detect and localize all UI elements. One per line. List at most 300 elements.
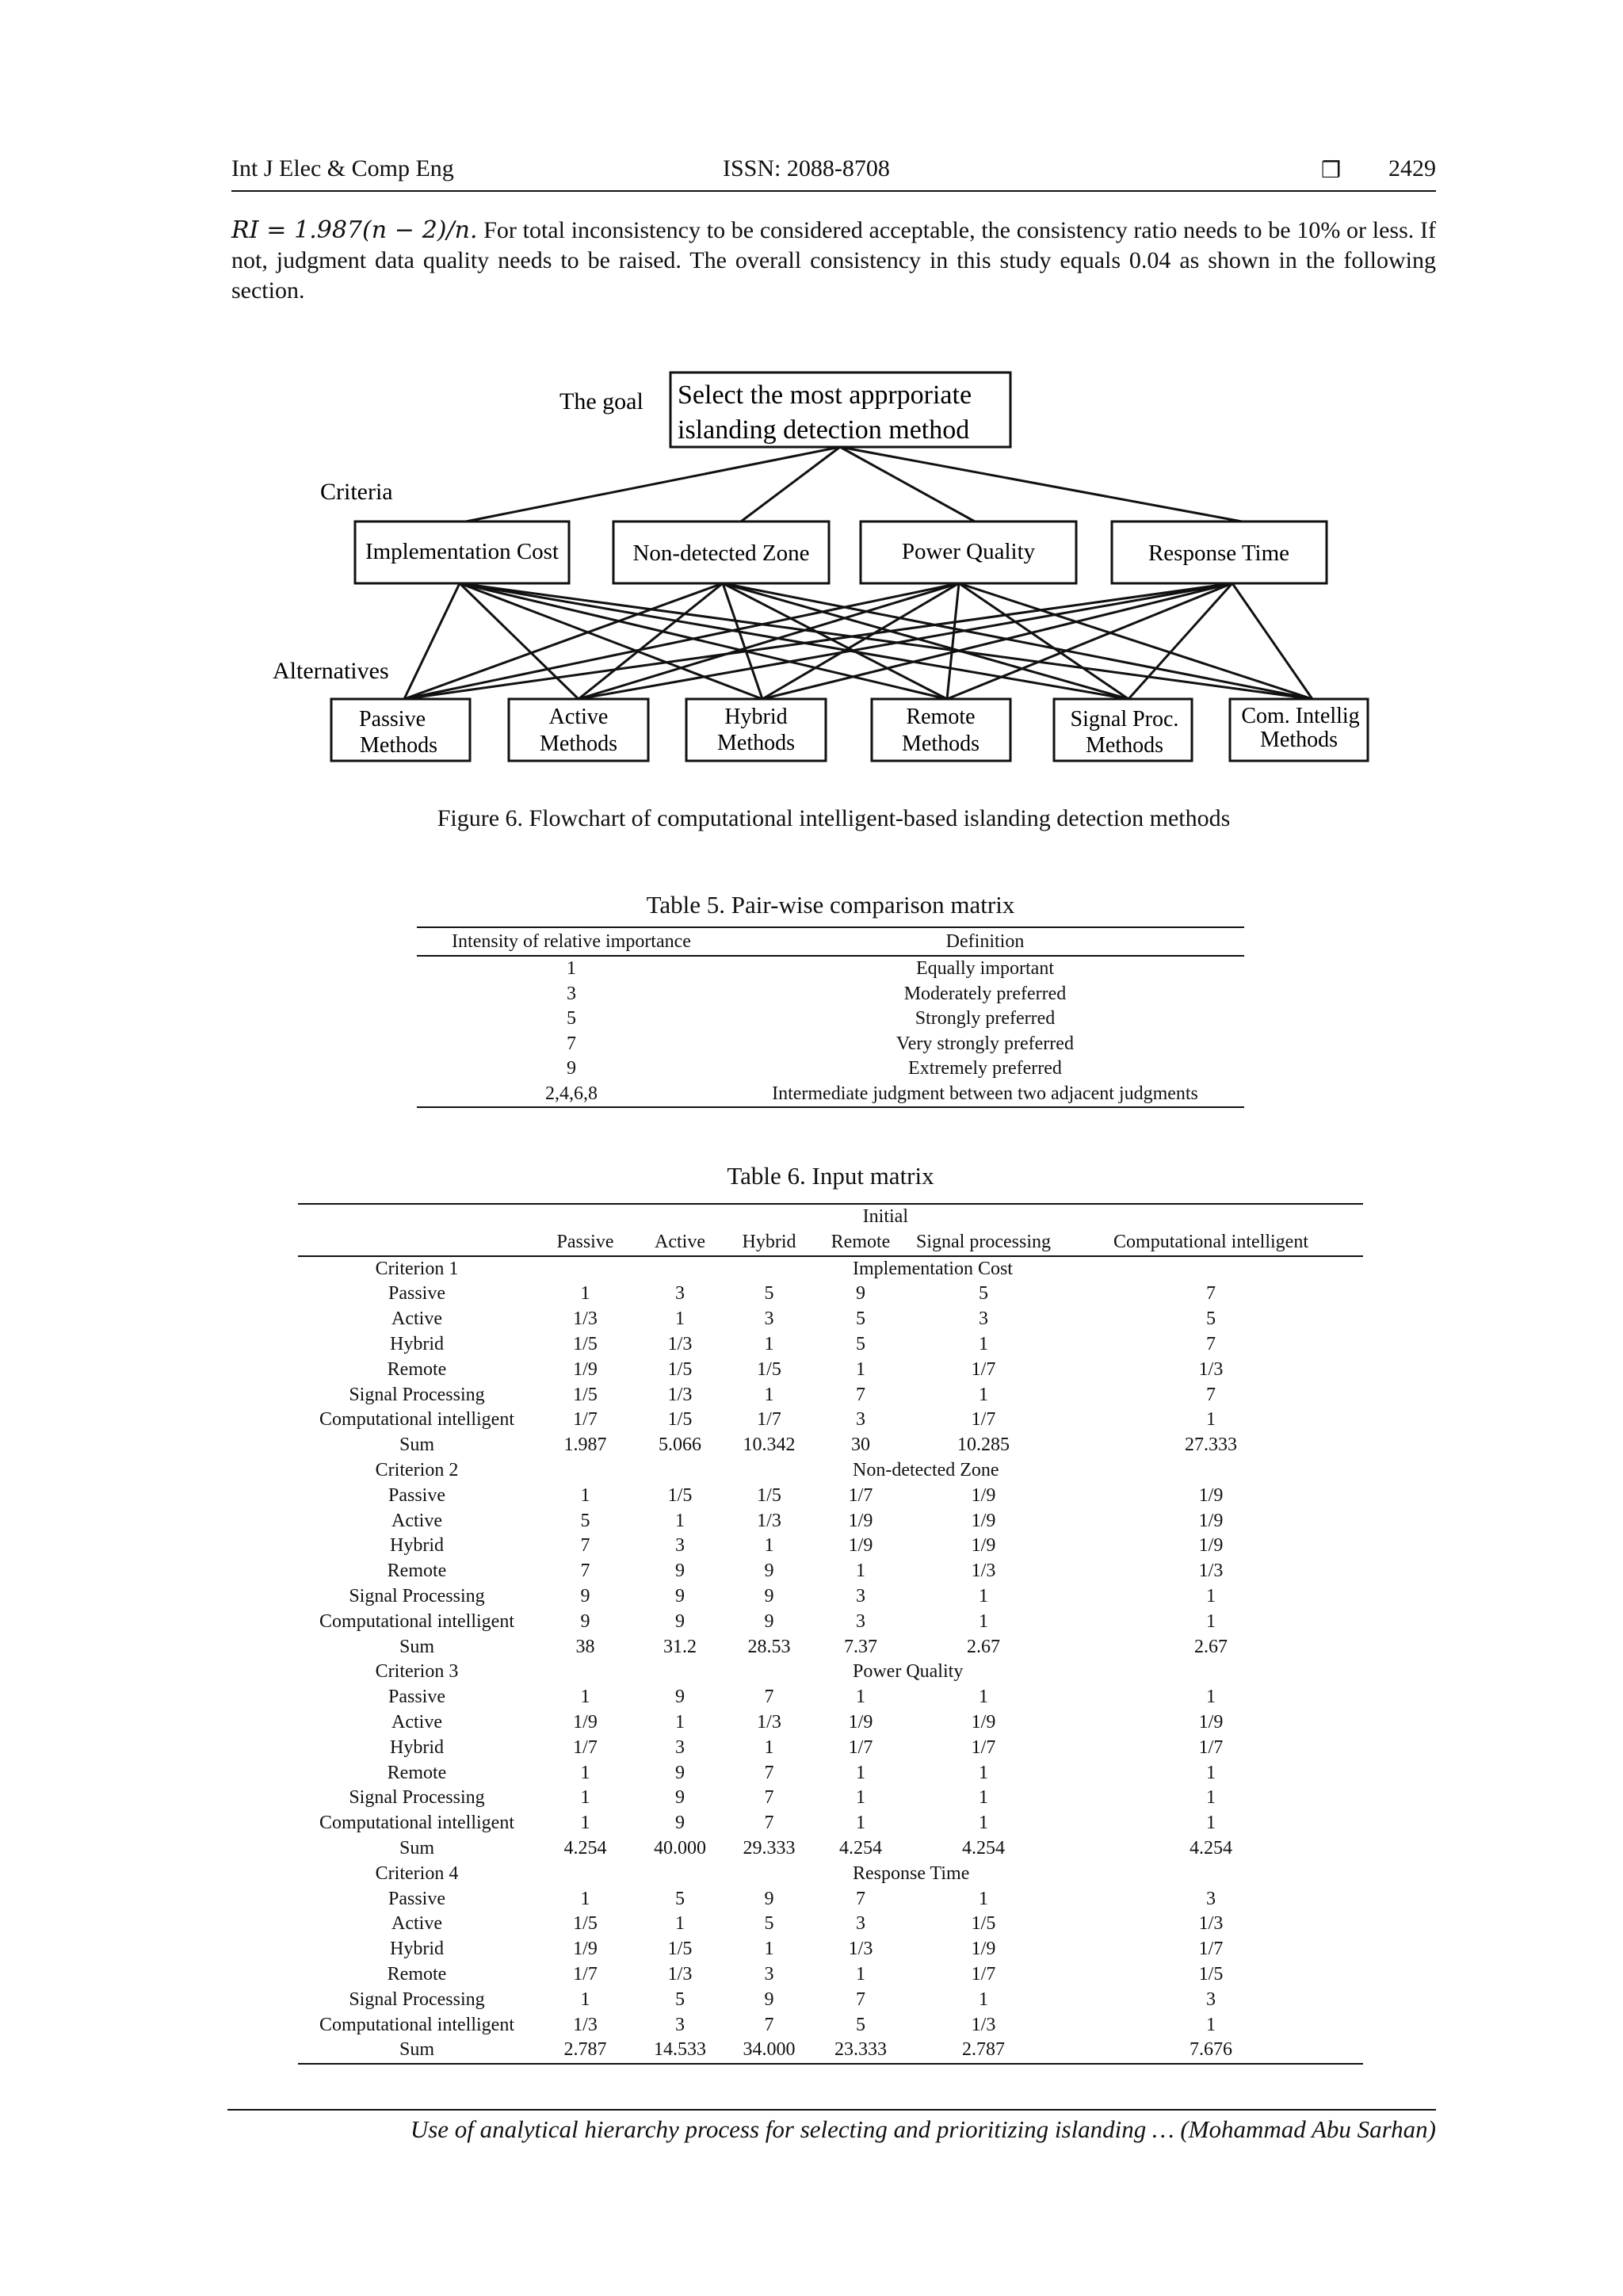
journal-name: Int J Elec & Comp Eng <box>231 155 454 181</box>
value-cell: 1 <box>979 1787 988 1809</box>
value-cell: 1 <box>675 1913 685 1935</box>
value-cell: 1/3 <box>573 2014 598 2035</box>
value-cell: 1/5 <box>971 1913 996 1935</box>
value-cell: 40.000 <box>654 1837 706 1859</box>
page-header <box>231 155 1436 192</box>
value-cell: 5 <box>856 2014 865 2035</box>
value-cell: 1/9 <box>971 1510 996 1531</box>
value-cell: 7 <box>856 1384 865 1405</box>
figure-caption: Figure 6. Flowchart of computational intelligent-based islanding detection methods <box>437 805 1231 831</box>
alt-label-hybrid-2: Methods <box>717 731 795 755</box>
value-cell: 1 <box>979 1333 988 1354</box>
value-cell: 1 <box>764 1333 774 1354</box>
value-cell: 1/9 <box>1198 1535 1224 1557</box>
value-cell: 1 <box>979 1687 988 1708</box>
value-cell: 7.37 <box>844 1636 877 1657</box>
value-cell: 1/9 <box>971 1484 996 1506</box>
value-cell: 4.254 <box>1190 1837 1232 1859</box>
value-cell: 3 <box>856 1913 865 1935</box>
table6-group-header: Initial <box>862 1206 908 1227</box>
value-cell: 1 <box>979 1384 988 1405</box>
definition-cell: Equally important <box>916 958 1054 979</box>
criterion-header-row <box>298 1458 1363 1484</box>
value-cell: 1 <box>979 1813 988 1834</box>
table-row <box>298 1610 1363 1635</box>
row-label: Signal Processing <box>349 1988 485 2010</box>
value-cell: 1 <box>856 1358 865 1380</box>
intensity-cell: 5 <box>567 1008 576 1029</box>
row-label: Signal Processing <box>349 1585 485 1606</box>
value-cell: 1/3 <box>667 1963 693 1985</box>
value-cell: 1/7 <box>848 1484 873 1506</box>
value-cell: 1.987 <box>563 1435 607 1456</box>
value-cell: 1/3 <box>757 1510 781 1531</box>
value-cell: 1 <box>675 1510 685 1531</box>
value-cell: 3 <box>764 1963 774 1985</box>
sum-row <box>298 2038 1363 2064</box>
value-cell: 9 <box>675 1610 685 1632</box>
table-row <box>298 1811 1363 1836</box>
value-cell: 4.254 <box>839 1837 882 1859</box>
value-cell: 1 <box>979 1888 988 1909</box>
goal-label: The goal <box>559 388 643 415</box>
value-cell: 4.254 <box>962 1837 1005 1859</box>
row-label: Computational intelligent <box>319 2014 514 2035</box>
table-row <box>298 1988 1363 2013</box>
value-cell: 1/5 <box>667 1358 693 1380</box>
value-cell: 1/9 <box>1198 1510 1224 1531</box>
goal-text-line1: Select the most apprporiate <box>678 380 972 410</box>
criterion-label-response-time: Response Time <box>1148 541 1290 566</box>
value-cell: 1/3 <box>667 1384 693 1405</box>
value-cell: 7 <box>764 1813 774 1834</box>
criterion-header-row <box>298 1862 1363 1887</box>
value-cell: 29.333 <box>743 1837 796 1859</box>
value-cell: 1/7 <box>971 1736 996 1758</box>
value-cell: 3 <box>675 1736 685 1758</box>
table-row <box>417 1056 1244 1082</box>
value-cell: 1 <box>580 1888 590 1909</box>
value-cell: 1 <box>580 1988 590 2010</box>
criterion-name: Response Time <box>853 1862 970 1884</box>
value-cell: 5 <box>580 1510 590 1531</box>
table-row <box>298 1786 1363 1811</box>
table6-column-header: Hybrid <box>725 1230 813 1256</box>
value-cell: 3 <box>764 1308 774 1330</box>
criterion-label-power-quality: Power Quality <box>901 539 1036 564</box>
table-row <box>298 1887 1363 1912</box>
value-cell: 3 <box>856 1585 865 1606</box>
row-label: Remote <box>387 1963 447 1985</box>
table-row <box>417 982 1244 1007</box>
value-cell: 1/9 <box>848 1510 873 1531</box>
value-cell: 1 <box>979 1988 988 2010</box>
value-cell: 1/7 <box>848 1736 873 1758</box>
row-label: Active <box>391 1913 442 1935</box>
value-cell: 7 <box>764 2014 774 2035</box>
value-cell: 1 <box>1206 1787 1216 1809</box>
value-cell: 5 <box>856 1333 865 1354</box>
value-cell: 1 <box>764 1939 774 1960</box>
value-cell: 1 <box>1206 1409 1216 1431</box>
value-cell: 9 <box>675 1687 685 1708</box>
alt-label-passive-1: Passive <box>359 707 426 732</box>
criterion-label-non-detected-zone: Non-detected Zone <box>632 541 810 566</box>
alt-label-remote-1: Remote <box>906 705 976 729</box>
value-cell: 7 <box>580 1561 590 1582</box>
definition-cell: Intermediate judgment between two adjacent judgments <box>772 1083 1198 1104</box>
criterion-label: Criterion 1 <box>375 1258 459 1279</box>
value-cell: 7 <box>1206 1333 1216 1354</box>
ri-formula: RI = 1.987(n − 2)/n. <box>231 216 478 244</box>
sum-row <box>298 1836 1363 1862</box>
sum-row <box>298 1635 1363 1660</box>
value-cell: 9 <box>856 1283 865 1305</box>
value-cell: 1/9 <box>848 1535 873 1557</box>
value-cell: 5 <box>675 1988 685 2010</box>
value-cell: 3 <box>856 1409 865 1431</box>
value-cell: 1/9 <box>573 1711 598 1733</box>
connector-line <box>840 447 1242 521</box>
value-cell: 31.2 <box>663 1636 697 1657</box>
value-cell: 1/3 <box>667 1333 693 1354</box>
value-cell: 1/9 <box>971 1711 996 1733</box>
value-cell: 1/9 <box>971 1939 996 1960</box>
table6-title: Table 6. Input matrix <box>727 1162 934 1190</box>
value-cell: 1/3 <box>1198 1561 1224 1582</box>
value-cell: 1/5 <box>573 1913 598 1935</box>
row-label: Hybrid <box>390 1535 444 1557</box>
connector-line <box>1232 583 1312 699</box>
intro-text: For total inconsistency to be considered acceptable, the consistency ratio needs to be 10% or less. If not, judgment data quality needs to be raised. The overall consistency in this study equals 0.04 as shown in the following section. <box>231 217 1436 304</box>
connector-line <box>723 583 1128 699</box>
row-label: Passive <box>388 1283 445 1305</box>
value-cell: 1 <box>1206 1762 1216 1783</box>
table5-title: Table 5. Pair-wise comparison matrix <box>646 891 1015 919</box>
value-cell: 10.342 <box>743 1435 796 1456</box>
alt-label-signal-proc-2: Methods <box>1086 733 1163 758</box>
value-cell: 1/9 <box>971 1535 996 1557</box>
value-cell: 9 <box>675 1762 685 1783</box>
table-row <box>298 1534 1363 1559</box>
sum-row <box>298 1433 1363 1458</box>
value-cell: 9 <box>764 1585 774 1606</box>
criterion-name: Implementation Cost <box>853 1258 1013 1279</box>
value-cell: 9 <box>764 1988 774 2010</box>
value-cell: 1/9 <box>1198 1711 1224 1733</box>
ahp-hierarchy-diagram <box>0 349 1623 793</box>
alt-label-signal-proc-1: Signal Proc. <box>1070 707 1179 732</box>
value-cell: 1/7 <box>971 1963 996 1985</box>
alt-label-com-intellig-1: Com. Intellig <box>1241 704 1360 728</box>
value-cell: 1 <box>580 1813 590 1834</box>
value-cell: 1/3 <box>971 2014 996 2035</box>
value-cell: 1 <box>856 1963 865 1985</box>
table-row <box>298 1484 1363 1509</box>
value-cell: 2.787 <box>962 2039 1005 2061</box>
value-cell: 3 <box>675 2014 685 2035</box>
value-cell: 2.787 <box>563 2039 607 2061</box>
row-label: Computational intelligent <box>319 1610 514 1632</box>
alt-label-hybrid-1: Hybrid <box>724 705 788 729</box>
value-cell: 5 <box>856 1308 865 1330</box>
criterion-header-row <box>298 1256 1363 1282</box>
value-cell: 27.333 <box>1185 1435 1237 1456</box>
value-cell: 1 <box>856 1762 865 1783</box>
value-cell: 1/7 <box>1198 1939 1224 1960</box>
value-cell: 38 <box>575 1636 595 1657</box>
value-cell: 1 <box>580 1687 590 1708</box>
value-cell: 9 <box>675 1787 685 1809</box>
table-row <box>298 1685 1363 1710</box>
definition-cell: Very strongly preferred <box>896 1033 1074 1054</box>
value-cell: 9 <box>675 1561 685 1582</box>
intensity-cell: 2,4,6,8 <box>545 1083 598 1104</box>
value-cell: 2.67 <box>967 1636 1000 1657</box>
connector-line <box>840 447 975 521</box>
row-label: Computational intelligent <box>319 1813 514 1834</box>
row-label: Sum <box>399 1435 434 1456</box>
connector-line <box>460 583 1312 699</box>
table-row <box>298 1332 1363 1358</box>
value-cell: 1/7 <box>1198 1736 1224 1758</box>
value-cell: 9 <box>675 1813 685 1834</box>
box-icon: ❒ <box>1321 157 1342 183</box>
value-cell: 1 <box>580 1484 590 1506</box>
value-cell: 1/3 <box>757 1711 781 1733</box>
value-cell: 1/7 <box>573 1963 598 1985</box>
value-cell: 1/9 <box>573 1939 598 1960</box>
table5-header-definition: Definition <box>726 927 1244 956</box>
page-number: 2429 <box>1388 155 1436 181</box>
criterion-name: Non-detected Zone <box>853 1459 999 1480</box>
value-cell: 28.53 <box>747 1636 791 1657</box>
alt-label-passive-2: Methods <box>360 733 437 758</box>
value-cell: 1/5 <box>757 1484 781 1506</box>
value-cell: 30 <box>851 1435 870 1456</box>
table-row <box>417 1032 1244 1057</box>
criteria-boxes <box>355 521 1327 583</box>
value-cell: 1 <box>856 1787 865 1809</box>
value-cell: 1 <box>979 1585 988 1606</box>
alt-label-active-1: Active <box>548 705 609 729</box>
table-row <box>298 1584 1363 1610</box>
value-cell: 1 <box>1206 1687 1216 1708</box>
alternative-boxes <box>331 699 1368 761</box>
value-cell: 10.285 <box>957 1435 1010 1456</box>
value-cell: 1 <box>1206 1585 1216 1606</box>
table6-column-header: Remote <box>813 1230 908 1256</box>
definition-cell: Extremely preferred <box>908 1058 1062 1079</box>
value-cell: 9 <box>675 1585 685 1606</box>
value-cell: 7 <box>580 1535 590 1557</box>
value-cell: 7 <box>764 1787 774 1809</box>
value-cell: 5.066 <box>659 1435 701 1456</box>
row-label: Active <box>391 1510 442 1531</box>
row-label: Sum <box>399 2039 434 2061</box>
row-label: Passive <box>388 1484 445 1506</box>
value-cell: 1/9 <box>573 1358 598 1380</box>
value-cell: 1 <box>856 1687 865 1708</box>
row-label: Passive <box>388 1888 445 1909</box>
table5-header-row <box>417 927 1244 956</box>
connector-line <box>741 447 840 521</box>
goal-text-line2: islanding detection method <box>678 415 970 445</box>
value-cell: 23.333 <box>834 2039 887 2061</box>
value-cell: 1 <box>580 1762 590 1783</box>
table-row <box>298 1710 1363 1736</box>
alt-label-remote-2: Methods <box>902 732 980 756</box>
intro-paragraph <box>231 216 1436 306</box>
value-cell: 1/5 <box>573 1333 598 1354</box>
table-row <box>298 1912 1363 1937</box>
table6-column-header: Signal processing <box>908 1230 1059 1256</box>
row-label: Remote <box>387 1762 447 1783</box>
row-label: Active <box>391 1711 442 1733</box>
value-cell: 1/7 <box>757 1409 781 1431</box>
connector-line <box>947 583 959 699</box>
value-cell: 7 <box>1206 1283 1216 1305</box>
value-cell: 1/5 <box>757 1358 781 1380</box>
row-label: Signal Processing <box>349 1787 485 1809</box>
row-label: Sum <box>399 1636 434 1657</box>
table-row <box>298 1962 1363 1988</box>
value-cell: 1 <box>675 1308 685 1330</box>
intensity-cell: 9 <box>567 1058 576 1079</box>
table-row <box>298 1761 1363 1786</box>
row-label: Remote <box>387 1358 447 1380</box>
value-cell: 1/5 <box>1198 1963 1224 1985</box>
value-cell: 1/9 <box>1198 1484 1224 1506</box>
definition-cell: Moderately preferred <box>903 983 1067 1004</box>
value-cell: 9 <box>764 1610 774 1632</box>
criteria-label: Criteria <box>320 479 393 505</box>
criterion-label: Criterion 4 <box>375 1862 459 1884</box>
table-row <box>298 1358 1363 1383</box>
issn: ISSN: 2088-8708 <box>723 155 890 181</box>
table6-group-header-row <box>298 1204 1363 1230</box>
value-cell: 1 <box>764 1384 774 1405</box>
value-cell: 3 <box>979 1308 988 1330</box>
value-cell: 3 <box>1206 1988 1216 2010</box>
page-footer: Use of analytical hierarchy process for selecting and prioritizing islanding … (Mohammad Abu Sarhan) <box>227 2109 1436 2144</box>
value-cell: 7 <box>764 1687 774 1708</box>
value-cell: 1/3 <box>848 1939 873 1960</box>
table-row <box>298 1282 1363 1307</box>
alt-label-active-2: Methods <box>540 732 617 756</box>
value-cell: 7.676 <box>1190 2039 1232 2061</box>
value-cell: 1 <box>764 1736 774 1758</box>
table-row <box>298 2013 1363 2038</box>
table-row <box>417 956 1244 982</box>
table6-column-header-row <box>298 1230 1363 1256</box>
value-cell: 1 <box>979 1610 988 1632</box>
value-cell: 1/7 <box>573 1409 598 1431</box>
value-cell: 9 <box>764 1888 774 1909</box>
value-cell: 1/7 <box>971 1409 996 1431</box>
value-cell: 3 <box>856 1610 865 1632</box>
row-label: Passive <box>388 1687 445 1708</box>
value-cell: 9 <box>580 1585 590 1606</box>
value-cell: 1/3 <box>1198 1913 1224 1935</box>
value-cell: 4.254 <box>563 1837 607 1859</box>
value-cell: 1 <box>580 1283 590 1305</box>
value-cell: 1/3 <box>573 1308 598 1330</box>
value-cell: 2.67 <box>1194 1636 1228 1657</box>
value-cell: 1/5 <box>667 1939 693 1960</box>
value-cell: 7 <box>856 1888 865 1909</box>
table-row <box>298 1736 1363 1761</box>
table-row <box>298 1383 1363 1408</box>
value-cell: 1/7 <box>971 1358 996 1380</box>
table5-pairwise-matrix <box>417 926 1244 1108</box>
table6-input-matrix <box>298 1203 1363 2065</box>
value-cell: 1 <box>856 1813 865 1834</box>
value-cell: 1/5 <box>667 1484 693 1506</box>
criterion-name: Power Quality <box>853 1661 964 1683</box>
value-cell: 5 <box>764 1283 774 1305</box>
value-cell: 7 <box>856 1988 865 2010</box>
criterion-header-row <box>298 1660 1363 1685</box>
value-cell: 1/9 <box>848 1711 873 1733</box>
intensity-cell: 1 <box>567 958 576 979</box>
value-cell: 3 <box>675 1283 685 1305</box>
value-cell: 9 <box>580 1610 590 1632</box>
value-cell: 5 <box>675 1888 685 1909</box>
value-cell: 3 <box>1206 1888 1216 1909</box>
connector-line <box>466 447 840 521</box>
table-row <box>417 1082 1244 1108</box>
row-label: Computational intelligent <box>319 1409 514 1431</box>
table6-column-header: Active <box>635 1230 725 1256</box>
table5-header-intensity: Intensity of relative importance <box>417 927 726 956</box>
value-cell: 1 <box>675 1711 685 1733</box>
table-row <box>298 1307 1363 1332</box>
table6-column-header: Passive <box>536 1230 635 1256</box>
value-cell: 1/3 <box>1198 1358 1224 1380</box>
row-label: Sum <box>399 1837 434 1859</box>
value-cell: 1 <box>979 1762 988 1783</box>
value-cell: 1/3 <box>971 1561 996 1582</box>
row-label: Signal Processing <box>349 1384 485 1405</box>
value-cell: 1/7 <box>573 1736 598 1758</box>
table6-column-header: Computational intelligent <box>1059 1230 1363 1256</box>
criterion-label-implementation-cost: Implementation Cost <box>365 539 559 564</box>
intensity-cell: 3 <box>567 983 576 1004</box>
value-cell: 1 <box>1206 1610 1216 1632</box>
value-cell: 9 <box>764 1561 774 1582</box>
value-cell: 1 <box>764 1535 774 1557</box>
table-row <box>298 1559 1363 1584</box>
value-cell: 1 <box>1206 1813 1216 1834</box>
value-cell: 3 <box>675 1535 685 1557</box>
row-label: Hybrid <box>390 1333 444 1354</box>
definition-cell: Strongly preferred <box>915 1008 1056 1029</box>
table-row <box>298 1937 1363 1962</box>
value-cell: 7 <box>764 1762 774 1783</box>
criterion-label: Criterion 3 <box>375 1661 459 1683</box>
value-cell: 1 <box>580 1787 590 1809</box>
connector-line <box>460 583 762 699</box>
value-cell: 1/5 <box>573 1384 598 1405</box>
value-cell: 14.533 <box>654 2039 706 2061</box>
value-cell: 34.000 <box>743 2039 796 2061</box>
alt-label-com-intellig-2: Methods <box>1260 728 1338 752</box>
alternatives-label: Alternatives <box>273 658 389 684</box>
value-cell: 1 <box>856 1561 865 1582</box>
value-cell: 5 <box>1206 1308 1216 1330</box>
value-cell: 7 <box>1206 1384 1216 1405</box>
